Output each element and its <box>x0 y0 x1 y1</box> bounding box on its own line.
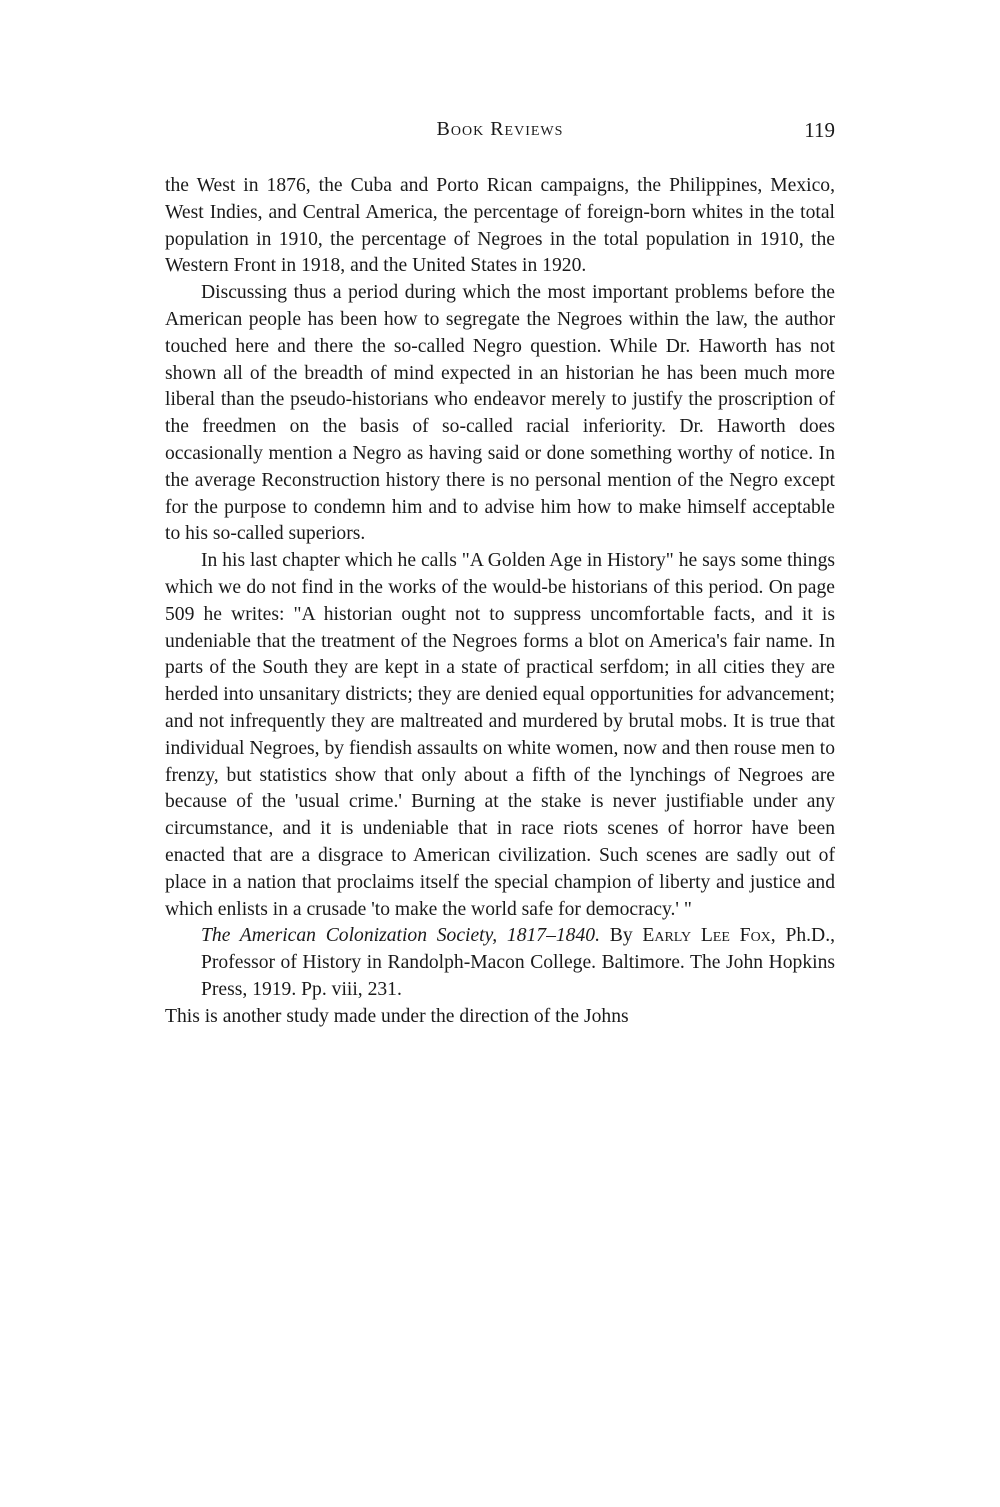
paragraph-golden-age: In his last chapter which he calls "A Golden Age in History" he says some things which we do not find in the works of the would-be historians of this period. On page 509 he writes: "A historian ought not to suppress uncomfortable facts, and it is undeniable that the treatment of the Negroes forms a blot on America's fair name. In parts of the South they are kept in a state of practical serfdom; in all cities they are herded into unsanitary districts; they are denied equal opportunities for advancement; and not infrequently they are maltreated and murdered by brutal mobs. It is true that individual Negroes, by fiendish assaults on white women, now and then rouse men to frenzy, but statistics show that only about a fifth of the lynchings of Negroes are because of the 'usual crime.' Burning at the stake is never justifiable under any circumstance, and it is undeniable that in race riots scenes of horror have been enacted that are a disgrace to American civilization. Such scenes are sadly out of place in a nation that proclaims itself the special champion of liberty and justice and which enlists in a crusade 'to make the world safe for democracy.' " <box>165 550 835 920</box>
review-author: Early Lee Fox <box>642 925 771 947</box>
page-number: 119 <box>804 118 835 142</box>
running-head <box>165 118 835 148</box>
review-citation <box>165 923 835 1003</box>
body-text <box>165 173 835 1031</box>
review-details: , Ph.D., Professor of History in Randolph-Macon College. Baltimore. The John Hopkins Press, 1919. Pp. viii, 231. <box>201 925 835 1000</box>
running-title: Book Reviews <box>436 118 564 140</box>
paragraph-continued: the West in 1876, the Cuba and Porto Rican campaigns, the Philippines, Mexico, West Indies, and Central America, the percentage of foreign-born whites in the total population in 1910, the percentage of Negroes in the total population in 1910, the Western Front in 1918, and the United States in 1920. <box>165 175 835 277</box>
review-book-title: The American Colonization Society, 1817–1840. <box>201 925 600 947</box>
review-by: By <box>609 925 633 947</box>
review-first-line: This is another study made under the direction of the Johns <box>165 1005 629 1027</box>
paragraph-negro-question: Discussing thus a period during which the most important problems before the American people has been how to segregate the Negroes within the law, the author touched here and there the so-called Negro question. While Dr. Haworth has not shown all of the breadth of mind expected in an historian he has been much more liberal than the pseudo-historians who endeavor merely to justify the proscription of the freedmen on the basis of so-called racial inferiority. Dr. Haworth does occasionally mention a Negro as having said or done something worthy of notice. In the average Reconstruction history there is no personal mention of the Negro except for the purpose to condemn him and to advise him how to make himself acceptable to his so-called superiors. <box>165 282 835 545</box>
